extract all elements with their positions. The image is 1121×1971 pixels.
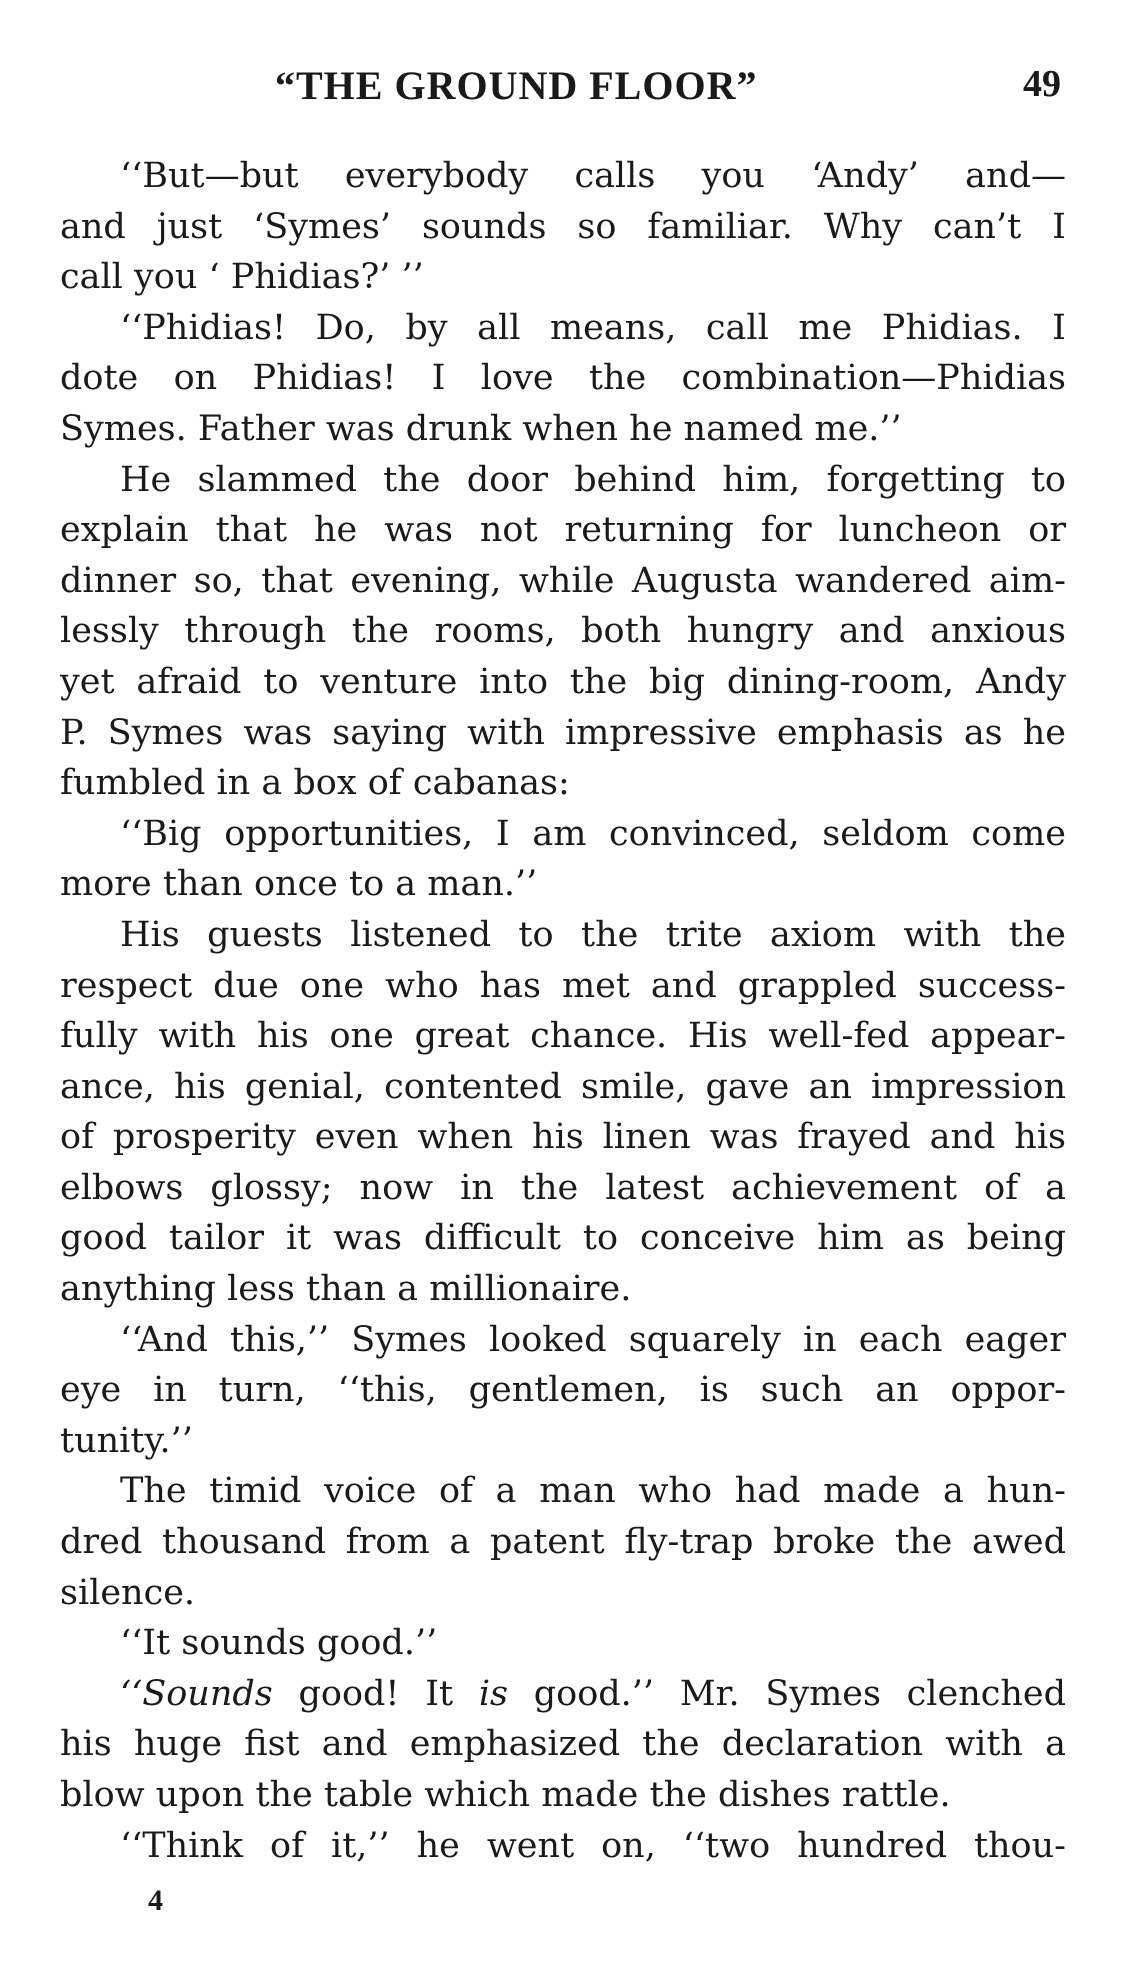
text-line <box>60 1669 1066 1720</box>
text-line: ‘‘But—but everybody calls you ‘Andy’ and— <box>120 156 1066 196</box>
text-line: and just ‘Symes’ sounds so familiar. Why can’t I <box>60 206 1066 247</box>
text-line: tunity.’’ <box>60 1420 193 1461</box>
text-line: ‘‘Big opportunities, I am convinced, seldom come <box>120 813 1066 854</box>
text-line: respect due one who has met and grappled success- <box>60 965 1066 1006</box>
text-line: eye in turn, ‘‘this, gentlemen, is such an oppor- <box>60 1370 1066 1411</box>
text-line: good tailor it was difficult to conceive him as being <box>60 1218 1066 1259</box>
text-line: fumbled in a box of cabanas: <box>60 763 570 804</box>
text-line: P. Symes was saying with impressive emphasis as he <box>60 712 1066 753</box>
text-line: Symes. Father was drunk when he named me.’’ <box>60 408 902 449</box>
text-line: anything less than a millionaire. <box>60 1269 632 1310</box>
text-line: ‘‘And this,’’ Symes looked squarely in each eager <box>120 1319 1066 1360</box>
text-segment: good! It <box>272 1673 479 1714</box>
signature-mark: 4 <box>148 1884 163 1917</box>
text-line: ance, his genial, contented smile, gave an impression <box>60 1066 1066 1107</box>
running-head <box>0 62 1121 110</box>
text-line: fully with his one great chance. His well-fed appear- <box>60 1016 1066 1057</box>
italic-word: ‘‘Sounds <box>120 1673 273 1714</box>
italic-word: is <box>478 1673 508 1714</box>
text-line: call you ‘ Phidias?’ ’’ <box>60 257 424 298</box>
text-line: blow upon the table which made the dishes rattle. <box>60 1775 951 1815</box>
text-line: lessly through the rooms, both hungry and anxious <box>60 611 1066 652</box>
text-line: ‘‘It sounds good.’’ <box>120 1623 438 1664</box>
text-line: of prosperity even when his linen was frayed and his <box>60 1117 1066 1158</box>
text-line: elbows glossy; now in the latest achievement of a <box>60 1167 1066 1208</box>
text-line: He slammed the door behind him, forgetting to <box>120 459 1066 500</box>
text-line: explain that he was not returning for luncheon or <box>60 510 1066 551</box>
text-line: silence. <box>60 1572 196 1613</box>
text-line: dred thousand from a patent fly-trap broke the awed <box>60 1522 1066 1563</box>
text-line: dote on Phidias! I love the combination—Phidias <box>60 358 1066 399</box>
text-line: more than once to a man.’’ <box>60 864 538 905</box>
text-line: ‘‘Phidias! Do, by all means, call me Phidias. I <box>120 307 1066 348</box>
text-line: yet afraid to venture into the big dining-room, Andy <box>60 661 1066 702</box>
text-line: his huge fist and emphasized the declaration with a <box>60 1724 1066 1765</box>
running-head-title: “THE GROUND FLOOR” <box>275 63 758 108</box>
text-line: The timid voice of a man who had made a hun- <box>120 1471 1066 1512</box>
text-line: His guests listened to the trite axiom with the <box>120 914 1066 955</box>
page-number: 49 <box>1023 63 1061 105</box>
text-segment: good.’’ Mr. Symes clenched <box>508 1673 1066 1714</box>
text-line: ‘‘Think of it,’’ he went on, ‘‘two hundred thou- <box>120 1825 1066 1866</box>
body-text <box>60 151 1066 1871</box>
text-line: dinner so, that evening, while Augusta wandered aim- <box>60 560 1066 601</box>
